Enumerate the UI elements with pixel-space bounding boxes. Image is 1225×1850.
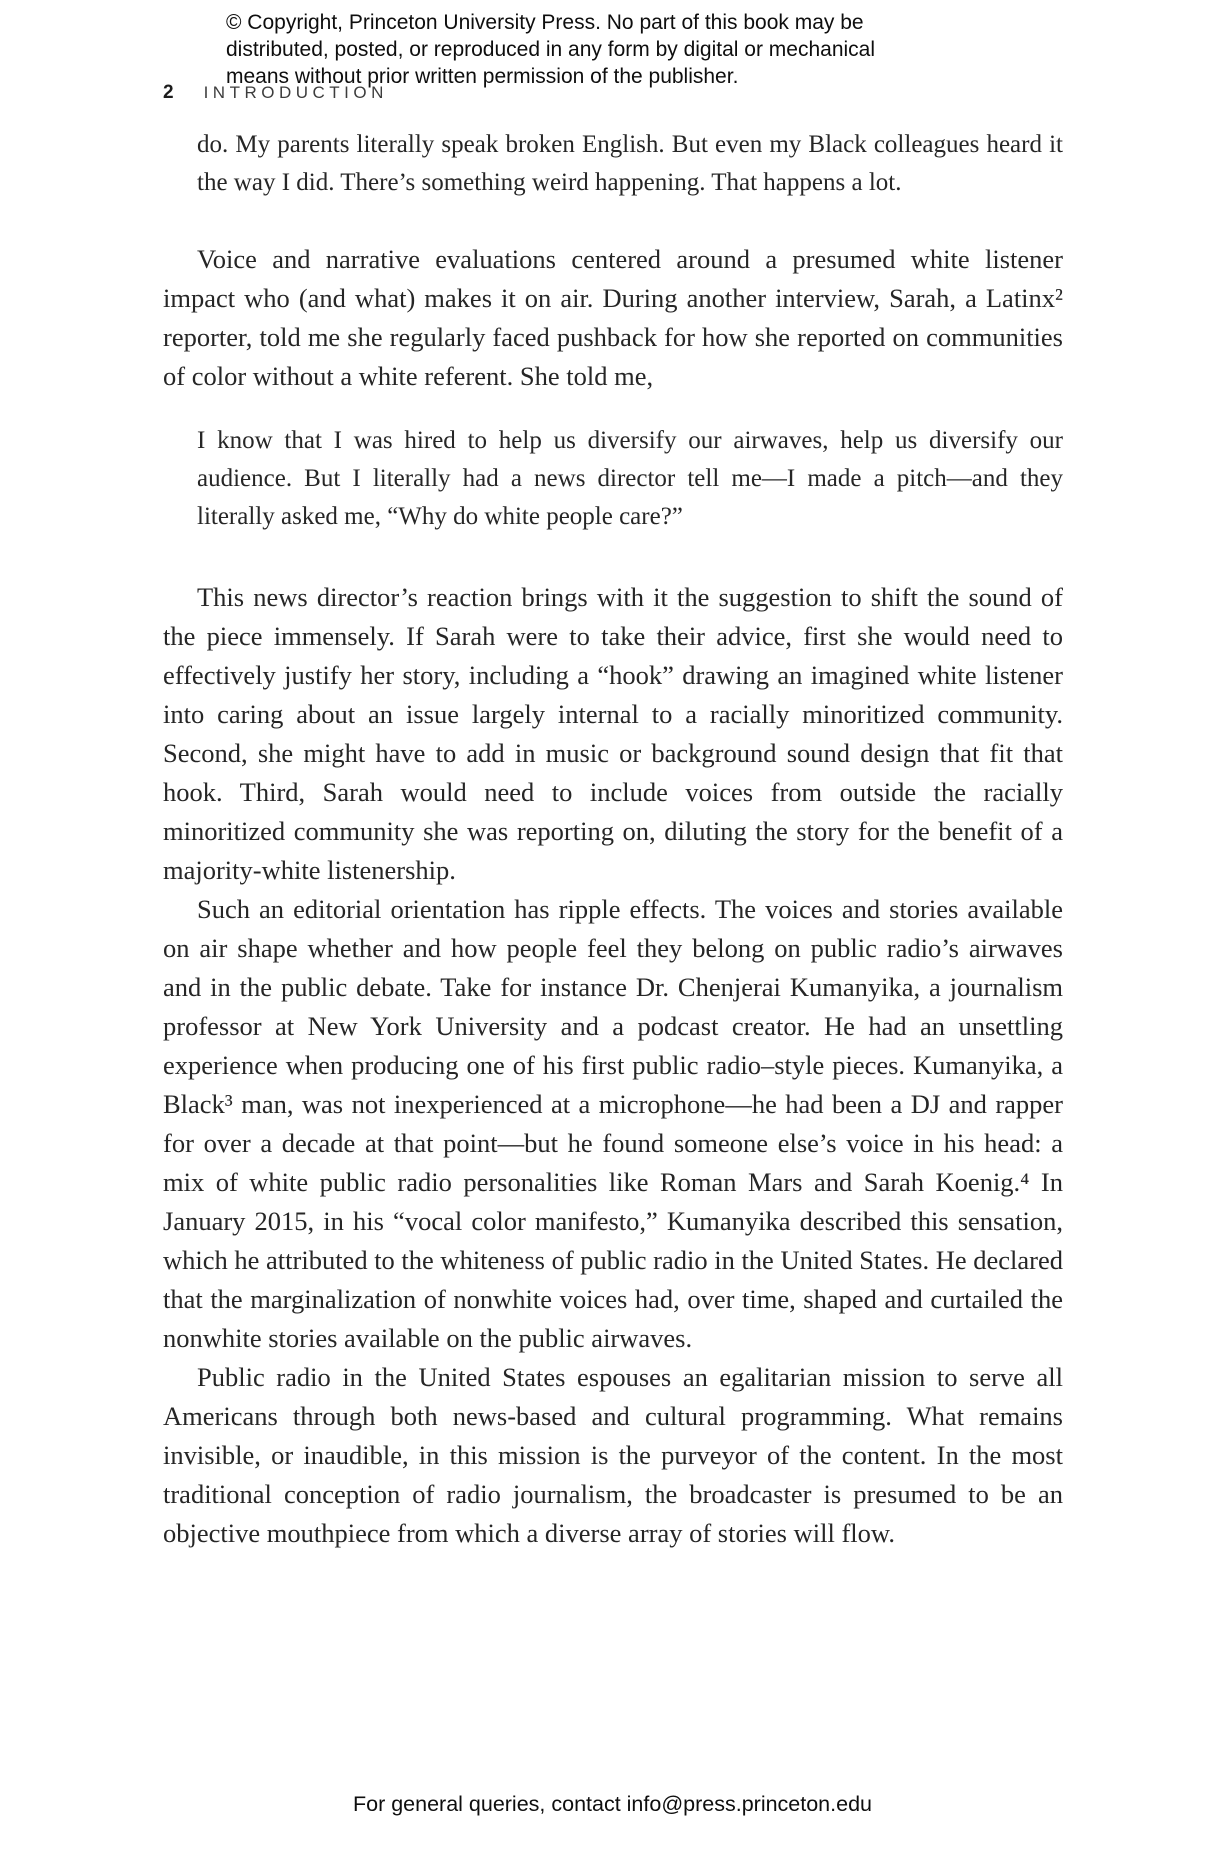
running-head: INTRODUCTION xyxy=(203,83,388,102)
copyright-line: means without prior written permission of the publisher. xyxy=(226,65,739,88)
block-quote: do. My parents literally speak broken English. But even my Black colleagues heard it the way I did. There’s something weird happening. That happens a lot. xyxy=(197,131,1063,196)
paragraph: This news director’s reaction brings with it the suggestion to shift the sound of the piece immensely. If Sarah were to take their advice, first she would need to effectively justify her story, including a “hook” drawing an imagined white listener into caring about an issue largely internal to a racially minoritized community. Second, she might have to add in music or background sound design that fit that hook. Third, Sarah would need to include voices from outside the racially minoritized community she was reporting on, diluting the story for the benefit of a majority-white listenership. xyxy=(163,582,1063,885)
footer-contact-line: For general queries, contact info@press.princeton.edu xyxy=(352,1792,872,1816)
page-number: 2 xyxy=(163,82,174,103)
paragraph: Such an editorial orientation has ripple effects. The voices and stories available on air shape whether and how people feel they belong on public radio’s airwaves and in the public debate. Take for instance Dr. Chenjerai Kumanyika, a journalism professor at New York University and a podcast creator. He had an unsettling experience when producing one of his first public radio–style pieces. Kumanyika, a Black³ man, was not inexperienced at a microphone—he had been a DJ and rapper for over a decade at that point—but he found someone else’s voice in his head: a mix of white public radio personalities like Roman Mars and Sarah Koenig.⁴ In January 2015, in his “vocal color manifesto,” Kumanyika described this sensation, which he attributed to the whiteness of public radio in the United States. He declared that the marginalization of nonwhite voices had, over time, shaped and curtailed the nonwhite stories available on the public airwaves. xyxy=(163,894,1064,1353)
page-body xyxy=(163,126,1063,1553)
paragraph: Public radio in the United States espouses an egalitarian mission to serve all Americans through both news-based and cultural programming. What remains invisible, or inaudible, in this mission is the purveyor of the content. In the most traditional conception of radio journalism, the broadcaster is presumed to be an objective mouthpiece from which a diverse array of stories will flow. xyxy=(163,1362,1063,1548)
block-quote: I know that I was hired to help us diversify our airwaves, help us diversify our audience. But I literally had a news director tell me—I made a pitch—and they literally asked me, “Why do white people care?” xyxy=(197,427,1063,530)
copyright-notice xyxy=(226,9,875,90)
page-header xyxy=(163,82,388,104)
copyright-line: distributed, posted, or reproduced in any form by digital or mechanical xyxy=(226,38,876,61)
copyright-line: © Copyright, Princeton University Press. No part of this book may be xyxy=(226,11,864,34)
paragraph: Voice and narrative evaluations centered around a presumed white listener impact who (and what) makes it on air. During another interview, Sarah, a Latinx² reporter, told me she regularly faced pushback for how she reported on communities of color without a white referent. She told me, xyxy=(163,244,1063,391)
